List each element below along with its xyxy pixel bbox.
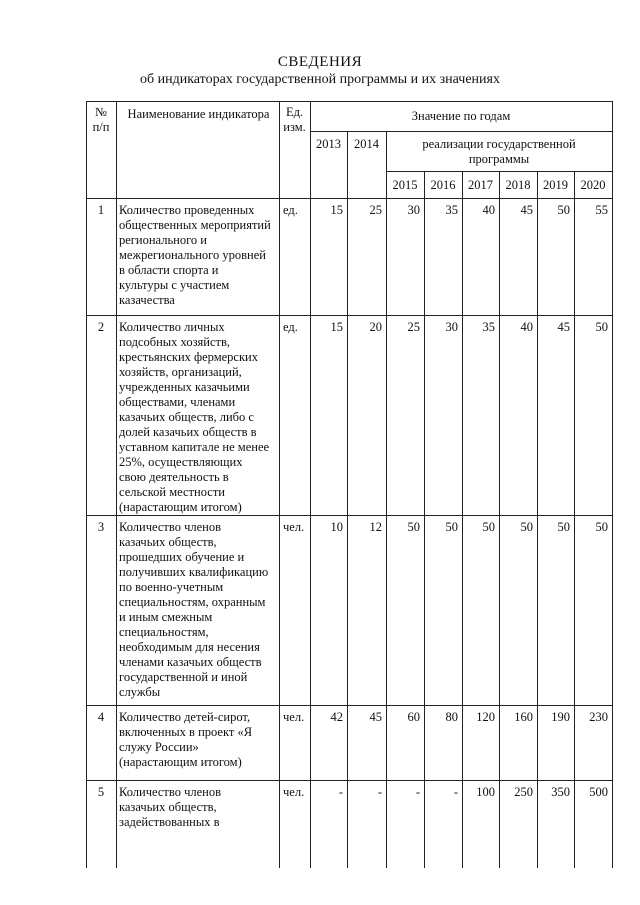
- year-header: 2015: [392, 178, 418, 192]
- value-cell: 350: [551, 785, 570, 799]
- column-border: [347, 131, 348, 868]
- value-cell: 50: [595, 520, 608, 534]
- value-cell: 35: [445, 203, 458, 217]
- year-header: 2017: [468, 178, 493, 192]
- value-cell: 30: [445, 320, 458, 334]
- value-cell: 20: [369, 320, 382, 334]
- row-border: [86, 515, 612, 516]
- value-cell: -: [377, 785, 382, 799]
- value-cell: 55: [595, 203, 608, 217]
- year-header: 2016: [430, 178, 456, 192]
- column-border: [279, 101, 280, 868]
- value-cell: 50: [557, 520, 570, 534]
- value-cell: 50: [520, 520, 533, 534]
- header-rule: [310, 131, 612, 132]
- document-title: СВЕДЕНИЯ: [277, 54, 363, 70]
- value-cell: 80: [445, 710, 458, 724]
- column-border: [386, 131, 387, 868]
- row-number: 5: [97, 785, 105, 799]
- year-header: 2019: [543, 178, 568, 192]
- value-cell: -: [338, 785, 343, 799]
- value-cell: 42: [330, 710, 343, 724]
- value-cell: 45: [557, 320, 570, 334]
- row-border: [86, 705, 612, 706]
- value-cell: 50: [482, 520, 495, 534]
- value-cell: 500: [589, 785, 608, 799]
- row-border: [86, 780, 612, 781]
- unit-cell: чел.: [283, 710, 305, 724]
- row-number: 3: [97, 520, 105, 534]
- value-cell: 100: [476, 785, 495, 799]
- unit-cell: ед.: [283, 320, 298, 334]
- column-border: [612, 101, 613, 868]
- row-border: [86, 198, 612, 199]
- column-border: [116, 101, 117, 868]
- year-header: 2013: [316, 137, 341, 151]
- indicator-name: Количество членов казачьих обществ, задействованных в: [119, 785, 221, 829]
- value-cell: 45: [369, 710, 382, 724]
- indicator-name: Количество членов казачьих обществ, прошедших обучение и получивших квалификацию по военно-учетным специальностям, охранным и иным смежным специальностям, необходимым для несения членами казачьих обществ государственной и иной службы: [119, 520, 269, 699]
- value-cell: 50: [445, 520, 458, 534]
- value-cell: 160: [514, 710, 533, 724]
- document-subtitle: об индикаторах государственной программы и их значениях: [139, 72, 500, 87]
- value-cell: 15: [330, 203, 343, 217]
- value-cell: 12: [369, 520, 382, 534]
- header-indicator-name: Наименование индикатора: [127, 107, 270, 121]
- row-number: 1: [97, 203, 105, 217]
- value-cell: 10: [330, 520, 343, 534]
- value-cell: 25: [369, 203, 382, 217]
- value-cell: -: [415, 785, 420, 799]
- row-number: 4: [97, 710, 105, 724]
- table-border-top: [86, 101, 612, 102]
- value-cell: -: [453, 785, 458, 799]
- value-cell: 120: [476, 710, 495, 724]
- header-number: № п/п: [92, 105, 110, 134]
- value-cell: 45: [520, 203, 533, 217]
- unit-cell: чел.: [283, 785, 305, 799]
- value-cell: 60: [407, 710, 420, 724]
- value-cell: 40: [520, 320, 533, 334]
- value-cell: 35: [482, 320, 495, 334]
- value-cell: 250: [514, 785, 533, 799]
- value-cell: 25: [407, 320, 420, 334]
- value-cell: 230: [589, 710, 608, 724]
- year-header: 2018: [505, 178, 531, 192]
- value-cell: 50: [407, 520, 420, 534]
- row-border: [86, 315, 612, 316]
- value-cell: 40: [482, 203, 495, 217]
- value-cell: 190: [551, 710, 570, 724]
- header-implementation-years: реализации государственной программы: [422, 137, 576, 166]
- value-cell: 50: [595, 320, 608, 334]
- value-cell: 30: [407, 203, 420, 217]
- row-number: 2: [97, 320, 105, 334]
- indicator-name: Количество проведенных общественных мероприятий регионального и межрегионального уровней в области спорта и культуры с участием казачества: [119, 203, 271, 307]
- value-cell: 50: [557, 203, 570, 217]
- unit-cell: ед.: [283, 203, 298, 217]
- header-values-by-year: Значение по годам: [411, 109, 511, 123]
- value-cell: 15: [330, 320, 343, 334]
- header-unit: Ед. изм.: [283, 105, 306, 134]
- indicator-name: Количество детей-сирот, включенных в проект «Я служу России» (нарастающим итогом): [119, 710, 253, 769]
- unit-cell: чел.: [283, 520, 305, 534]
- year-header: 2020: [580, 178, 606, 192]
- year-header: 2014: [354, 137, 379, 151]
- indicator-name: Количество личных подсобных хозяйств, крестьянских фермерских хозяйств, организаций, учрежденных казачьими обществами, членами казачьих обществ, либо с долей казачьих обществ в уставном капитале не менее 25%, осуществляющих свою деятельность в сельской местности (нарастающим итогом): [119, 320, 270, 514]
